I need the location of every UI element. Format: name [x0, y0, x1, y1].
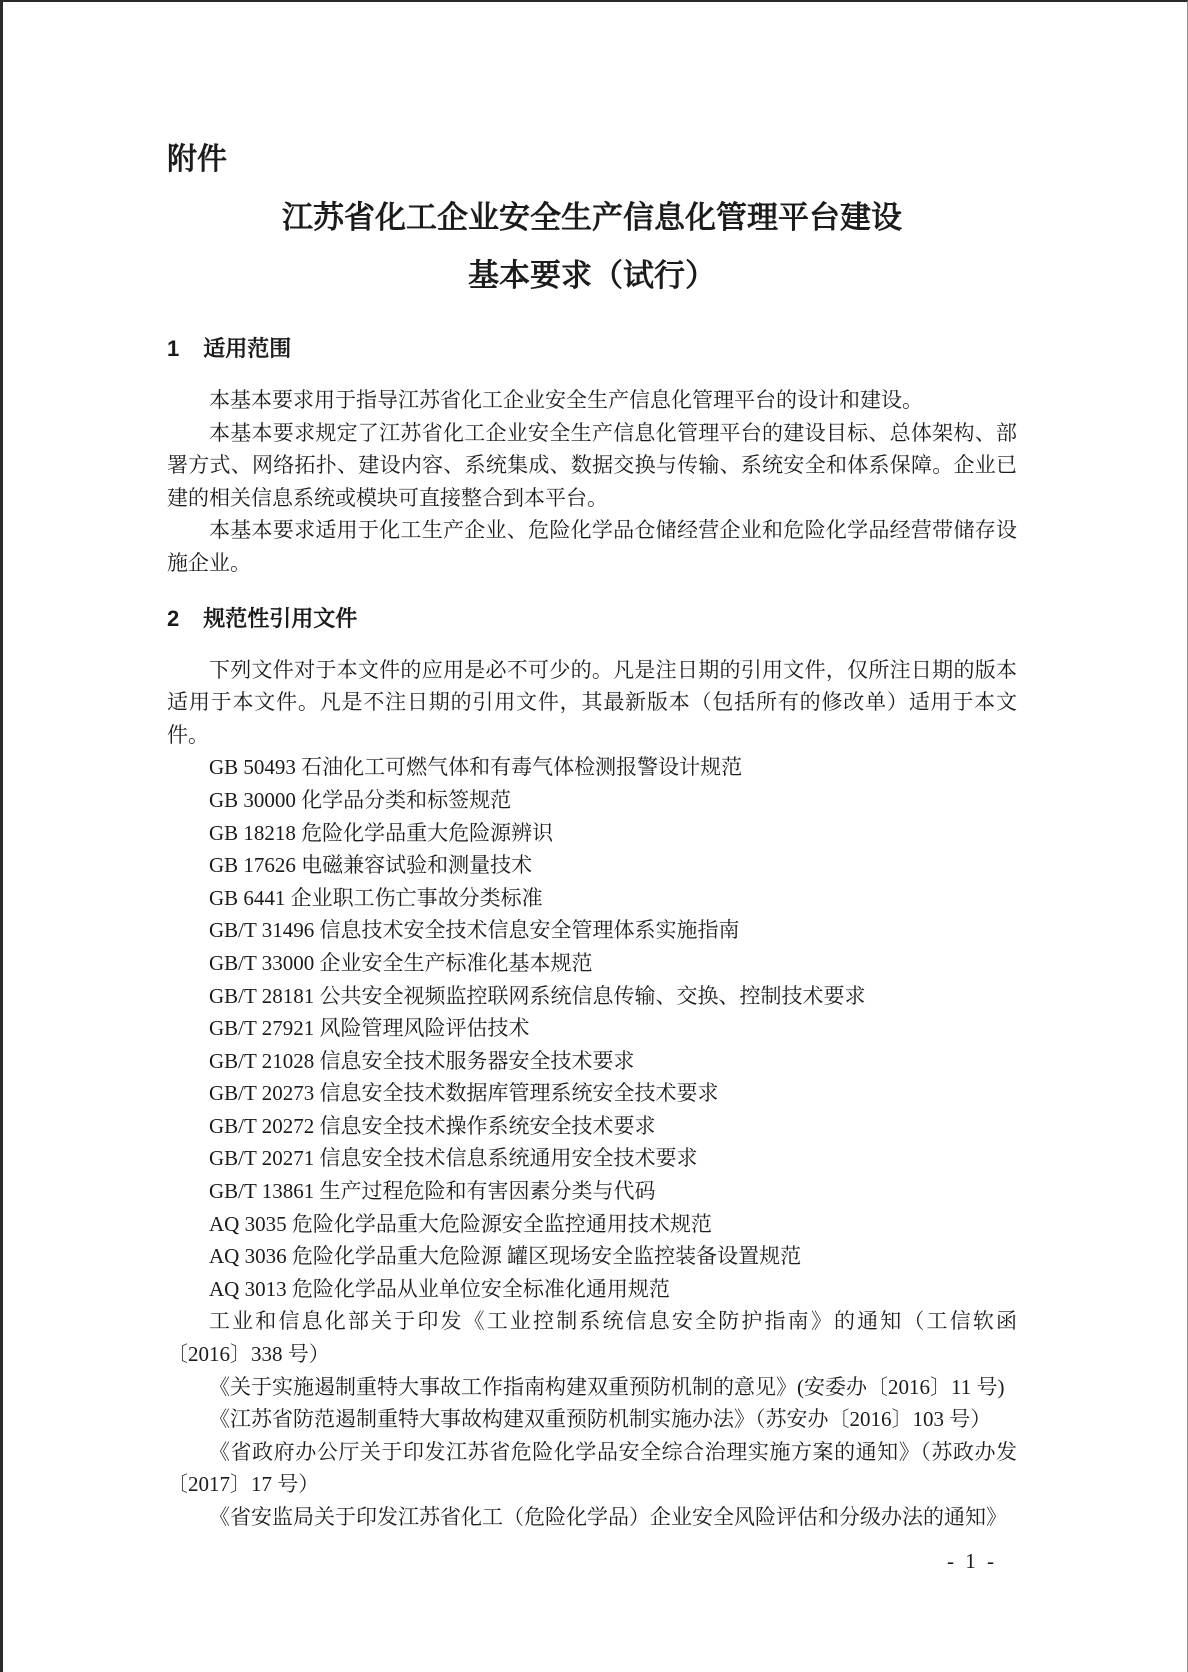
section-2-body [167, 654, 1017, 1534]
reference-item: AQ 3013 危险化学品从业单位安全标准化通用规范 [209, 1276, 670, 1301]
document-title: 江苏省化工企业安全生产信息化管理平台建设 [282, 200, 902, 235]
document-subtitle: 基本要求（试行） [468, 258, 716, 293]
section-1-heading [167, 334, 1017, 364]
references-list [167, 751, 1017, 1533]
reference-item: AQ 3035 危险化学品重大危险源安全监控通用技术规范 [209, 1211, 712, 1236]
section-2-number: 2 [167, 605, 180, 631]
reference-item: 工业和信息化部关于印发《工业控制系统信息安全防护指南》的通知（工信软函〔2016〕338 号） [167, 1309, 1017, 1367]
reference-item: GB/T 21028 信息安全技术服务器安全技术要求 [209, 1048, 635, 1073]
attachment-label: 附件 [167, 143, 227, 176]
reference-item: 《省安监局关于印发江苏省化工（危险化学品）企业安全风险评估和分级办法的通知》 [209, 1505, 1007, 1529]
reference-item: GB/T 20272 信息安全技术操作系统安全技术要求 [209, 1113, 656, 1138]
reference-item: GB 30000 化学品分类和标签规范 [209, 787, 512, 812]
reference-item: GB/T 20273 信息安全技术数据库管理系统安全技术要求 [209, 1081, 719, 1106]
section-1-number: 1 [167, 336, 180, 361]
reference-item: GB/T 31496 信息技术安全技术信息安全管理体系实施指南 [209, 918, 740, 943]
paragraph: 本基本要求用于指导江苏省化工企业安全生产信息化管理平台的设计和建设。 [209, 388, 923, 412]
page-content [3, 2, 1017, 1534]
reference-item: GB/T 13861 生产过程危险和有害因素分类与代码 [209, 1179, 656, 1204]
section-1-body [167, 384, 1017, 580]
reference-item: 《省政府办公厅关于印发江苏省危险化学品安全综合治理实施方案的通知》（苏政办发〔2017〕17 号） [167, 1439, 1017, 1497]
reference-item: GB/T 28181 公共安全视频监控联网系统信息传输、交换、控制技术要求 [209, 983, 866, 1008]
paragraph: 本基本要求规定了江苏省化工企业安全生产信息化管理平台的建设目标、总体架构、部署方式、网络拓扑、建设内容、系统集成、数据交换与传输、系统安全和体系保障。企业已建的相关信息系统或模块可直接整合到本平台。 [167, 420, 1017, 510]
section-2-intro-paragraph: 下列文件对于本文件的应用是必不可少的。凡是注日期的引用文件，仅所注日期的版本适用于本文件。凡是不注日期的引用文件，其最新版本（包括所有的修改单）适用于本文件。 [167, 657, 1017, 747]
section-1-title: 适用范围 [203, 336, 292, 361]
reference-item: GB/T 27921 风险管理风险评估技术 [209, 1016, 530, 1041]
section-2-heading [167, 604, 1017, 634]
reference-item: GB 6441 企业职工伤亡事故分类标准 [209, 885, 543, 910]
reference-item: GB 18218 危险化学品重大危险源辨识 [209, 820, 554, 845]
reference-item: GB 17626 电磁兼容试验和测量技术 [209, 853, 533, 878]
reference-item: 《关于实施遏制重特大事故工作指南构建双重预防机制的意见》(安委办〔2016〕11 号) [209, 1374, 1005, 1399]
paragraph: 本基本要求适用于化工生产企业、危险化学品仓储经营企业和危险化学品经营带储存设施企业。 [167, 518, 1017, 575]
page-number: - 1 - [947, 1549, 997, 1573]
section-2-title: 规范性引用文件 [203, 605, 358, 631]
reference-item: GB/T 20271 信息安全技术信息系统通用安全技术要求 [209, 1146, 698, 1171]
reference-item: AQ 3036 危险化学品重大危险源 罐区现场安全监控装备设置规范 [209, 1244, 802, 1269]
reference-item: 《江苏省防范遏制重特大事故构建双重预防机制实施办法》（苏安办〔2016〕103 号） [209, 1407, 992, 1432]
reference-item: GB 50493 石油化工可燃气体和有毒气体检测报警设计规范 [209, 755, 743, 780]
reference-item: GB/T 33000 企业安全生产标准化基本规范 [209, 950, 593, 975]
